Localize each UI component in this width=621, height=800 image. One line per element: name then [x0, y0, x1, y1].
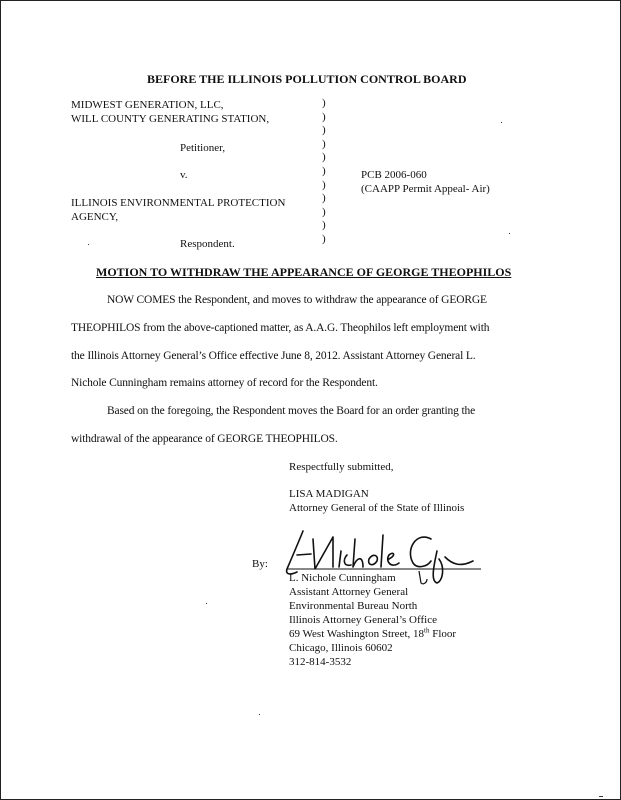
body-p2-line1: Based on the foregoing, the Respondent moves the Board for an order granting the	[107, 405, 476, 417]
office-name: Illinois Attorney General’s Office	[289, 614, 437, 626]
signer-name: L. Nichole Cunningham	[289, 572, 396, 584]
ag-title: Attorney General of the State of Illinois	[289, 502, 465, 514]
case-type: (CAAPP Permit Appeal- Air)	[361, 183, 490, 195]
scan-speck	[206, 603, 207, 604]
bureau-name: Environmental Bureau North	[289, 600, 418, 612]
respondent-label: Respondent.	[180, 238, 235, 250]
body-p1-line1: NOW COMES the Respondent, and moves to withdraw the appearance of GEORGE	[107, 294, 487, 306]
street-address: 69 West Washington Street, 18th Floor	[289, 626, 457, 640]
respectfully-submitted: Respectfully submitted,	[289, 461, 394, 473]
case-number: PCB 2006-060	[361, 169, 427, 181]
versus-label: v.	[180, 169, 188, 181]
by-label: By:	[252, 558, 268, 570]
ag-name: LISA MADIGAN	[289, 488, 369, 500]
petitioner-name-line2: WILL COUNTY GENERATING STATION,	[71, 113, 270, 125]
body-p2-line2: withdrawal of the appearance of GEORGE THEOPHILOS.	[71, 433, 338, 445]
respondent-name-line1: ILLINOIS ENVIRONMENTAL PROTECTION	[71, 197, 286, 209]
city-address: Chicago, Illinois 60602	[289, 642, 393, 654]
signer-title: Assistant Attorney General	[289, 586, 409, 598]
scan-speck	[501, 122, 502, 123]
scan-speck	[599, 796, 603, 797]
body-p1-line2: THEOPHILOS from the above-captioned matter, as A.A.G. Theophilos left employment with	[71, 322, 490, 334]
respondent-name-line2: AGENCY,	[71, 211, 119, 223]
body-p1-line3: the Illinois Attorney General’s Office effective June 8, 2012. Assistant Attorney General L.	[71, 350, 476, 362]
scan-speck	[88, 244, 89, 245]
caption-parentheses: ) ) ) ) ) ) ) ) ) ) )	[322, 97, 326, 245]
petitioner-label: Petitioner,	[180, 142, 226, 154]
body-p1-line4: Nichole Cunningham remains attorney of record for the Respondent.	[71, 377, 378, 389]
petitioner-name-line1: MIDWEST GENERATION, LLC,	[71, 99, 224, 111]
scan-speck	[509, 233, 510, 234]
document-heading: BEFORE THE ILLINOIS POLLUTION CONTROL BOARD	[147, 72, 467, 86]
scan-speck	[259, 714, 260, 715]
motion-title: MOTION TO WITHDRAW THE APPEARANCE OF GEORGE THEOPHILOS	[96, 265, 512, 279]
phone-number: 312-814-3532	[289, 656, 352, 668]
